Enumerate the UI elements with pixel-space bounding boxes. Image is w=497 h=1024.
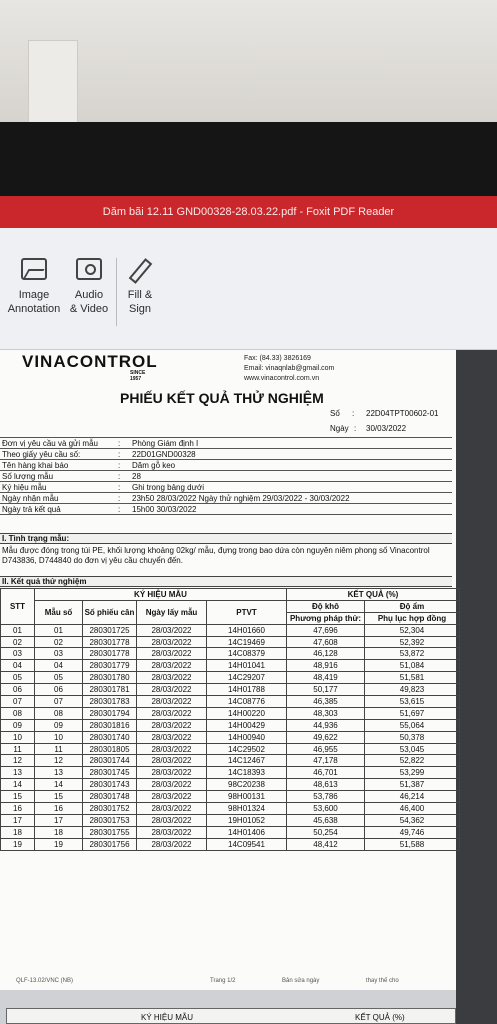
cell-dokho: 53,600 xyxy=(287,803,365,815)
so-colon: : xyxy=(352,409,355,418)
cell-ngaylay: 28/03/2022 xyxy=(137,779,207,791)
cell-doam: 50,378 xyxy=(365,731,460,743)
cell-ngaylay: 28/03/2022 xyxy=(137,838,207,850)
table-row xyxy=(1,755,460,767)
cell-ngaylay: 28/03/2022 xyxy=(137,648,207,660)
document-title: PHIẾU KẾT QUẢ THỬ NGHIỆM xyxy=(120,390,324,406)
cell-dokho: 46,701 xyxy=(287,767,365,779)
cell-ptvt: 98C20238 xyxy=(207,779,287,791)
table-row xyxy=(1,672,460,684)
cell-ptvt: 14H01406 xyxy=(207,826,287,838)
cell-ptvt: 14C29207 xyxy=(207,672,287,684)
cell-mauso: 04 xyxy=(35,660,83,672)
cell-mauso: 07 xyxy=(35,696,83,708)
cell-sophieu: 280301744 xyxy=(83,755,137,767)
cell-mauso: 10 xyxy=(35,731,83,743)
ngay-value: 30/03/2022 xyxy=(366,424,407,433)
cell-sophieu: 280301783 xyxy=(83,696,137,708)
cell-doam: 52,304 xyxy=(365,624,460,636)
image-annotation-label-1: Image xyxy=(18,289,50,301)
next-kyhieu: KÝ HIỆU MẪU xyxy=(141,1013,194,1022)
cell-ptvt: 14C08776 xyxy=(207,696,287,708)
cell-sophieu: 280301781 xyxy=(83,684,137,696)
info-value: 15h00 30/03/2022 xyxy=(132,505,197,514)
cell-doam: 53,872 xyxy=(365,648,460,660)
cell-sophieu: 280301748 xyxy=(83,791,137,803)
ribbon-separator xyxy=(116,258,117,326)
cell-sophieu: 280301725 xyxy=(83,624,137,636)
cell-ptvt: 14H01041 xyxy=(207,660,287,672)
so-value: 22D04TPT00602-01 xyxy=(366,409,439,418)
cell-doam: 51,084 xyxy=(365,660,460,672)
contact-email: Email: vinaqnlab@gmail.com xyxy=(244,365,335,372)
info-label: Ngày trả kết quả xyxy=(2,505,61,514)
audio-video-button[interactable] xyxy=(66,258,112,316)
cell-mauso: 18 xyxy=(35,826,83,838)
cell-mauso: 12 xyxy=(35,755,83,767)
cell-ngaylay: 28/03/2022 xyxy=(137,791,207,803)
pen-icon xyxy=(127,258,153,280)
table-row xyxy=(1,814,460,826)
cell-mauso: 14 xyxy=(35,779,83,791)
cell-mauso: 03 xyxy=(35,648,83,660)
cell-sophieu: 280301794 xyxy=(83,707,137,719)
logo-text: VINACONTROL xyxy=(22,352,158,371)
contact-fax: Fax: (84.33) 3826169 xyxy=(244,355,311,362)
cell-sophieu: 280301755 xyxy=(83,826,137,838)
cell-ngaylay: 28/03/2022 xyxy=(137,755,207,767)
cell-doam: 51,697 xyxy=(365,707,460,719)
audio-video-label-2: & Video xyxy=(69,303,109,315)
results-table xyxy=(0,588,460,851)
cell-ngaylay: 28/03/2022 xyxy=(137,684,207,696)
cell-ptvt: 14H01660 xyxy=(207,624,287,636)
table-row xyxy=(1,838,460,850)
monitor-bezel xyxy=(0,122,497,196)
info-label: Tên hàng khai báo xyxy=(2,461,69,470)
cell-stt: 17 xyxy=(1,814,35,826)
cell-dokho: 53,786 xyxy=(287,791,365,803)
image-annotation-label-2: Annotation xyxy=(7,303,61,315)
cell-ptvt: 14C29502 xyxy=(207,743,287,755)
cell-stt: 09 xyxy=(1,719,35,731)
info-row: Tên hàng khai báo : Dăm gỗ keo xyxy=(0,460,452,471)
cell-stt: 18 xyxy=(1,826,35,838)
cell-ptvt: 14H00429 xyxy=(207,719,287,731)
info-block xyxy=(0,437,452,515)
cell-ptvt: 14H00940 xyxy=(207,731,287,743)
page-footer xyxy=(0,975,456,989)
cell-ngaylay: 28/03/2022 xyxy=(137,767,207,779)
cell-dokho: 48,412 xyxy=(287,838,365,850)
table-row xyxy=(1,743,460,755)
cell-sophieu: 280301743 xyxy=(83,779,137,791)
cell-stt: 16 xyxy=(1,803,35,815)
viewer-background xyxy=(456,350,497,1024)
table-row xyxy=(1,731,460,743)
table-row xyxy=(1,803,460,815)
info-row: Theo giấy yêu cầu số: : 22D01GND00328 xyxy=(0,449,452,460)
table-row xyxy=(1,707,460,719)
info-row: Số lượng mẫu : 28 xyxy=(0,471,452,482)
table-row xyxy=(1,826,460,838)
cell-sophieu: 280301753 xyxy=(83,814,137,826)
section1-text: Mẫu được đóng trong túi PE, khối lượng khoảng 02kg/ mẫu, đựng trong bao dứa còn nguyên niêm phong số Vinacontrol D743836, D744840 do đơn vị yêu cầu chuyển đến. xyxy=(2,546,430,565)
cell-dokho: 50,177 xyxy=(287,684,365,696)
cell-ptvt: 14C19469 xyxy=(207,636,287,648)
cell-stt: 13 xyxy=(1,767,35,779)
next-ketqua: KẾT QUẢ (%) xyxy=(355,1013,405,1022)
cell-doam: 51,387 xyxy=(365,779,460,791)
cell-dokho: 47,178 xyxy=(287,755,365,767)
cell-doam: 53,615 xyxy=(365,696,460,708)
cell-mauso: 05 xyxy=(35,672,83,684)
cell-mauso: 11 xyxy=(35,743,83,755)
cell-doam: 46,214 xyxy=(365,791,460,803)
cell-mauso: 19 xyxy=(35,838,83,850)
cell-mauso: 13 xyxy=(35,767,83,779)
footer-code: QLF-13.02/VNC (NB) xyxy=(16,978,74,984)
cell-dokho: 50,254 xyxy=(287,826,365,838)
cell-doam: 53,045 xyxy=(365,743,460,755)
audio-video-label-1: Audio xyxy=(74,289,104,301)
fill-sign-label-1: Fill & xyxy=(127,289,153,301)
info-row: Ngày nhận mẫu : 23h50 28/03/2022 Ngày thử nghiệm 29/03/2022 - 30/03/2022 xyxy=(0,493,452,504)
cell-mauso: 08 xyxy=(35,707,83,719)
cell-sophieu: 280301756 xyxy=(83,838,137,850)
cell-dokho: 47,608 xyxy=(287,636,365,648)
logo-since: SINCE 1957 xyxy=(130,370,146,382)
table-row xyxy=(1,684,460,696)
cell-ngaylay: 28/03/2022 xyxy=(137,636,207,648)
cell-mauso: 06 xyxy=(35,684,83,696)
info-label: Đơn vị yêu cầu và gửi mẫu xyxy=(2,439,98,448)
cell-sophieu: 280301745 xyxy=(83,767,137,779)
cell-doam: 55,064 xyxy=(365,719,460,731)
info-label: Ký hiệu mẫu xyxy=(2,483,47,492)
cell-dokho: 48,613 xyxy=(287,779,365,791)
cell-ptvt: 14H00220 xyxy=(207,707,287,719)
fill-sign-button[interactable] xyxy=(122,258,158,316)
section-sample-condition xyxy=(0,533,452,566)
cell-dokho: 46,955 xyxy=(287,743,365,755)
cell-ptvt: 14C12467 xyxy=(207,755,287,767)
header-sophieu: Số phiếu cân xyxy=(83,600,137,624)
header-ptvt: PTVT xyxy=(207,600,287,624)
cell-stt: 04 xyxy=(1,660,35,672)
so-label: Số xyxy=(330,409,340,418)
window-title: Dăm bãi 12.11 GND00328-28.03.22.pdf - Foxit PDF Reader xyxy=(102,206,395,218)
cell-dokho: 47,696 xyxy=(287,624,365,636)
ribbon-toolbar xyxy=(0,228,497,350)
header-stt: STT xyxy=(1,589,35,625)
info-value: 22D01GND00328 xyxy=(132,450,196,459)
cell-ngaylay: 28/03/2022 xyxy=(137,743,207,755)
info-row: Đơn vị yêu cầu và gửi mẫu : Phòng Giám định I xyxy=(0,438,452,449)
cell-mauso: 02 xyxy=(35,636,83,648)
image-annotation-button[interactable] xyxy=(6,258,62,316)
header-ppthu: Phương pháp thử: xyxy=(287,612,365,624)
info-row: Ký hiệu mẫu : Ghi trong bảng dưới xyxy=(0,482,452,493)
cell-mauso: 16 xyxy=(35,803,83,815)
cell-dokho: 45,638 xyxy=(287,814,365,826)
section2-title: II. Kết quả thử nghiệm xyxy=(0,576,452,587)
cell-sophieu: 280301779 xyxy=(83,660,137,672)
cell-doam: 49,746 xyxy=(365,826,460,838)
cell-stt: 14 xyxy=(1,779,35,791)
cell-ngaylay: 28/03/2022 xyxy=(137,826,207,838)
footer-page: Trang 1/2 xyxy=(210,978,236,984)
info-row: Ngày trả kết quả : 15h00 30/03/2022 xyxy=(0,504,452,515)
info-value: 23h50 28/03/2022 Ngày thử nghiệm 29/03/2022 - 30/03/2022 xyxy=(132,494,350,503)
cell-ptvt: 19H01052 xyxy=(207,814,287,826)
ngay-colon: : xyxy=(354,424,357,433)
cell-ngaylay: 28/03/2022 xyxy=(137,803,207,815)
table-row xyxy=(1,779,460,791)
cell-sophieu: 280301780 xyxy=(83,672,137,684)
cell-ngaylay: 28/03/2022 xyxy=(137,696,207,708)
next-page-header xyxy=(6,1008,456,1024)
cell-dokho: 48,419 xyxy=(287,672,365,684)
image-icon xyxy=(21,258,47,280)
cell-doam: 52,392 xyxy=(365,636,460,648)
info-value: Dăm gỗ keo xyxy=(132,461,176,470)
cell-dokho: 48,303 xyxy=(287,707,365,719)
contact-web: www.vinacontrol.com.vn xyxy=(244,375,320,382)
cell-doam: 51,581 xyxy=(365,672,460,684)
cell-dokho: 44,936 xyxy=(287,719,365,731)
table-row xyxy=(1,636,460,648)
cell-mauso: 09 xyxy=(35,719,83,731)
info-value: 28 xyxy=(132,472,141,481)
cell-stt: 12 xyxy=(1,755,35,767)
info-label: Ngày nhận mẫu xyxy=(2,494,59,503)
cell-dokho: 48,916 xyxy=(287,660,365,672)
cell-stt: 03 xyxy=(1,648,35,660)
header-doam: Độ ẩm xyxy=(365,600,460,612)
table-row xyxy=(1,660,460,672)
cell-stt: 15 xyxy=(1,791,35,803)
cell-doam: 53,299 xyxy=(365,767,460,779)
header-kyhieu: KÝ HIỆU MẪU xyxy=(35,589,287,601)
contact-block xyxy=(244,354,334,384)
info-value: Phòng Giám định I xyxy=(132,439,199,448)
cell-stt: 06 xyxy=(1,684,35,696)
table-row xyxy=(1,624,460,636)
cell-mauso: 01 xyxy=(35,624,83,636)
table-row xyxy=(1,696,460,708)
header-mauso: Mẫu số xyxy=(35,600,83,624)
section1-title: I. Tình trạng mẫu: xyxy=(0,533,452,544)
cell-sophieu: 280301778 xyxy=(83,636,137,648)
cell-ptvt: 14C08379 xyxy=(207,648,287,660)
cell-mauso: 15 xyxy=(35,791,83,803)
cell-dokho: 49,622 xyxy=(287,731,365,743)
cell-doam: 52,822 xyxy=(365,755,460,767)
section-test-results xyxy=(0,576,452,587)
cell-sophieu: 280301816 xyxy=(83,719,137,731)
header-ketqua: KẾT QUẢ (%) xyxy=(287,589,460,601)
vinacontrol-logo xyxy=(22,352,158,382)
cell-ngaylay: 28/03/2022 xyxy=(137,814,207,826)
cell-ptvt: 14H01788 xyxy=(207,684,287,696)
info-label: Theo giấy yêu cầu số: xyxy=(2,450,81,459)
cell-sophieu: 280301778 xyxy=(83,648,137,660)
cell-stt: 05 xyxy=(1,672,35,684)
footer-replace: thay thế cho xyxy=(366,978,399,984)
cell-stt: 01 xyxy=(1,624,35,636)
fill-sign-label-2: Sign xyxy=(128,303,152,315)
cell-ptvt: 98H01324 xyxy=(207,803,287,815)
cell-ngaylay: 28/03/2022 xyxy=(137,707,207,719)
cell-stt: 11 xyxy=(1,743,35,755)
header-phuluc: Phụ lục hợp đồng xyxy=(365,612,460,624)
cell-doam: 51,588 xyxy=(365,838,460,850)
info-value: Ghi trong bảng dưới xyxy=(132,483,204,492)
cell-doam: 46,400 xyxy=(365,803,460,815)
cell-ngaylay: 28/03/2022 xyxy=(137,672,207,684)
ngay-label: Ngày xyxy=(330,424,349,433)
cell-sophieu: 280301752 xyxy=(83,803,137,815)
cell-mauso: 17 xyxy=(35,814,83,826)
cell-ptvt: 98H00131 xyxy=(207,791,287,803)
table-row xyxy=(1,648,460,660)
table-row xyxy=(1,791,460,803)
cell-ngaylay: 28/03/2022 xyxy=(137,731,207,743)
cell-ngaylay: 28/03/2022 xyxy=(137,624,207,636)
table-row xyxy=(1,719,460,731)
table-row xyxy=(1,767,460,779)
info-label: Số lượng mẫu xyxy=(2,472,54,481)
cell-stt: 02 xyxy=(1,636,35,648)
cell-sophieu: 280301805 xyxy=(83,743,137,755)
cell-stt: 10 xyxy=(1,731,35,743)
cell-ptvt: 14C18393 xyxy=(207,767,287,779)
window-title-bar xyxy=(0,196,497,228)
header-ngaylay: Ngày lấy mẫu xyxy=(137,600,207,624)
cell-doam: 49,823 xyxy=(365,684,460,696)
cell-stt: 08 xyxy=(1,707,35,719)
video-camera-icon xyxy=(76,258,102,280)
cell-ngaylay: 28/03/2022 xyxy=(137,719,207,731)
cell-doam: 54,362 xyxy=(365,814,460,826)
cell-sophieu: 280301740 xyxy=(83,731,137,743)
footer-edition: Bản sửa ngày xyxy=(282,978,320,984)
background-pillar xyxy=(28,40,78,130)
cell-stt: 07 xyxy=(1,696,35,708)
cell-ptvt: 14C09541 xyxy=(207,838,287,850)
cell-stt: 19 xyxy=(1,838,35,850)
cell-dokho: 46,385 xyxy=(287,696,365,708)
cell-dokho: 46,128 xyxy=(287,648,365,660)
header-dokho: Độ khô xyxy=(287,600,365,612)
cell-ngaylay: 28/03/2022 xyxy=(137,660,207,672)
